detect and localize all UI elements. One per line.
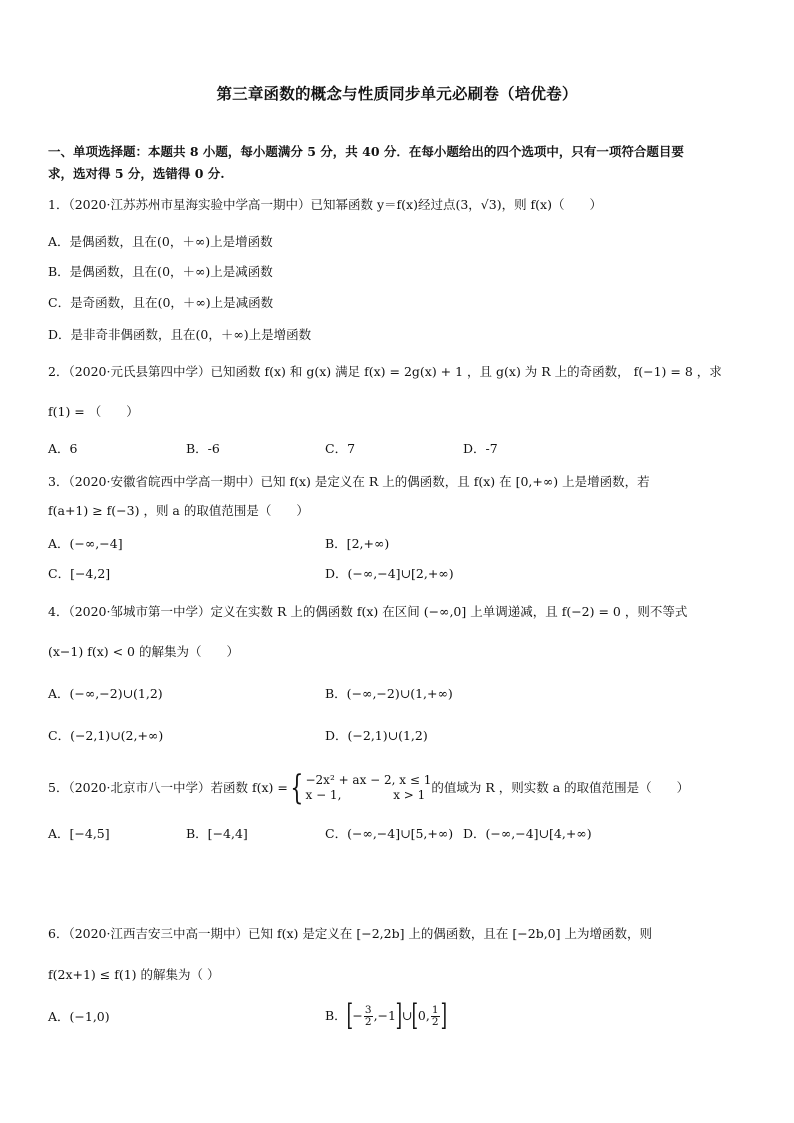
q1-option-a: A．是偶函数，且在(0，＋∞)上是增函数 — [48, 234, 273, 249]
fraction-numerator: 1 — [431, 1003, 439, 1016]
left-bracket-glyph: [ — [346, 998, 353, 1033]
section-header-line2: 求，选对得 5 分，选错得 0 分. — [48, 166, 225, 181]
q4-stem-continued: (x−1) f(x) < 0 的解集为（ ） — [48, 644, 239, 659]
q3-option-b: B．[2,+∞) — [325, 536, 390, 551]
q2-option-d: D．-7 — [463, 441, 498, 456]
left-brace-glyph: { — [290, 768, 304, 808]
page-title: 第三章函数的概念与性质同步单元必刷卷（培优卷） — [216, 84, 578, 103]
q2-option-a: A．6 — [48, 441, 78, 456]
q5-option-c: C．(−∞,−4]∪[5,+∞) — [325, 826, 454, 841]
q5-stem — [48, 762, 689, 814]
q3-option-a: A．(−∞,−4] — [48, 536, 123, 551]
q5-option-d: D．(−∞,−4]∪[4,+∞) — [463, 826, 592, 841]
fraction-numerator: 3 — [364, 1003, 372, 1016]
q3-stem: 3．（2020·安徽省皖西中学高一期中）已知 f(x) 是定义在 R 上的偶函数，且 f(x) 在 [0,+∞) 上是增函数，若 — [48, 474, 650, 489]
union-symbol: ∪ — [401, 1008, 413, 1023]
q5-case-1: −2x² + ax − 2, x ≤ 1 — [305, 773, 432, 787]
q5-stem-prefix: 5．（2020·北京市八一中学）若函数 f(x) = — [48, 780, 288, 795]
section-header-line1: 一、单项选择题：本题共 8 小题，每小题满分 5 分，共 40 分．在每小题给出的四个选项中，只有一项符合题目要 — [48, 144, 684, 159]
q6-option-a: A．(−1,0) — [48, 1009, 110, 1024]
q6-option-b — [325, 996, 446, 1036]
q6-option-b-left2: 0, — [417, 1008, 430, 1023]
q2-stem-continued: f(1) = （ ） — [48, 404, 139, 419]
q2-option-c: C．7 — [325, 441, 356, 456]
fraction-denominator: 2 — [431, 1015, 439, 1028]
q4-option-d: D．(−2,1)∪(1,2) — [325, 728, 428, 743]
left-bracket-glyph: [ — [411, 998, 419, 1033]
fraction-three-halves — [364, 1005, 373, 1028]
q1-stem: 1．（2020·江苏苏州市星海实验中学高一期中）已知幂函数 y＝f(x)经过点(3，√3)，则 f(x)（ ） — [48, 197, 602, 212]
q1-option-d: D．是非奇非偶函数，且在(0，＋∞)上是增函数 — [48, 327, 312, 342]
q5-case-2: x − 1, x > 1 — [305, 788, 426, 802]
q6-stem-continued: f(2x+1) ≤ f(1) 的解集为（ ） — [48, 967, 220, 982]
q2-stem: 2．（2020·元氏县第四中学）已知函数 f(x) 和 g(x) 满足 f(x) = 2g(x) + 1 ，且 g(x) 为 R 上的奇函数， f(−1) = 8 ，求 — [48, 364, 722, 379]
q5-option-a: A．[−4,5] — [48, 826, 110, 841]
q6-stem: 6．（2020·江西吉安三中高一期中）已知 f(x) 是定义在 [−2,2b] 上的偶函数，且在 [−2b,0] 上为增函数，则 — [48, 926, 652, 941]
q6-option-b-prefix: B． — [325, 1008, 347, 1023]
q3-stem-continued: f(a+1) ≥ f(−3) ，则 a 的取值范围是（ ） — [48, 503, 309, 518]
minus-sign: − — [352, 1008, 363, 1023]
right-bracket-glyph: ] — [440, 998, 447, 1033]
q6-option-b-mid: ,−1 — [373, 1008, 396, 1023]
q4-stem: 4．（2020·邹城市第一中学）定义在实数 R 上的偶函数 f(x) 在区间 (−∞,0] 上单调递减，且 f(−2) = 0 ，则不等式 — [48, 604, 688, 619]
fraction-denominator: 2 — [364, 1015, 372, 1028]
q1-option-c: C．是奇函数，且在(0，＋∞)上是减函数 — [48, 295, 274, 310]
q1-option-b: B．是偶函数，且在(0，＋∞)上是减函数 — [48, 264, 273, 279]
q4-option-b: B．(−∞,−2)∪(1,+∞) — [325, 686, 453, 701]
fraction-one-half — [431, 1005, 440, 1028]
q3-option-d: D．(−∞,−4]∪[2,+∞) — [325, 566, 454, 581]
q4-option-c: C．(−2,1)∪(2,+∞) — [48, 728, 164, 743]
right-bracket-glyph: ] — [395, 998, 403, 1033]
q5-option-b: B．[−4,4] — [186, 826, 248, 841]
q5-piecewise — [305, 773, 431, 803]
q5-stem-suffix: 的值域为 R ，则实数 a 的取值范围是（ ） — [431, 780, 690, 795]
q2-option-b: B．-6 — [186, 441, 220, 456]
q4-option-a: A．(−∞,−2)∪(1,2) — [48, 686, 163, 701]
q3-option-c: C．[−4,2] — [48, 566, 111, 581]
